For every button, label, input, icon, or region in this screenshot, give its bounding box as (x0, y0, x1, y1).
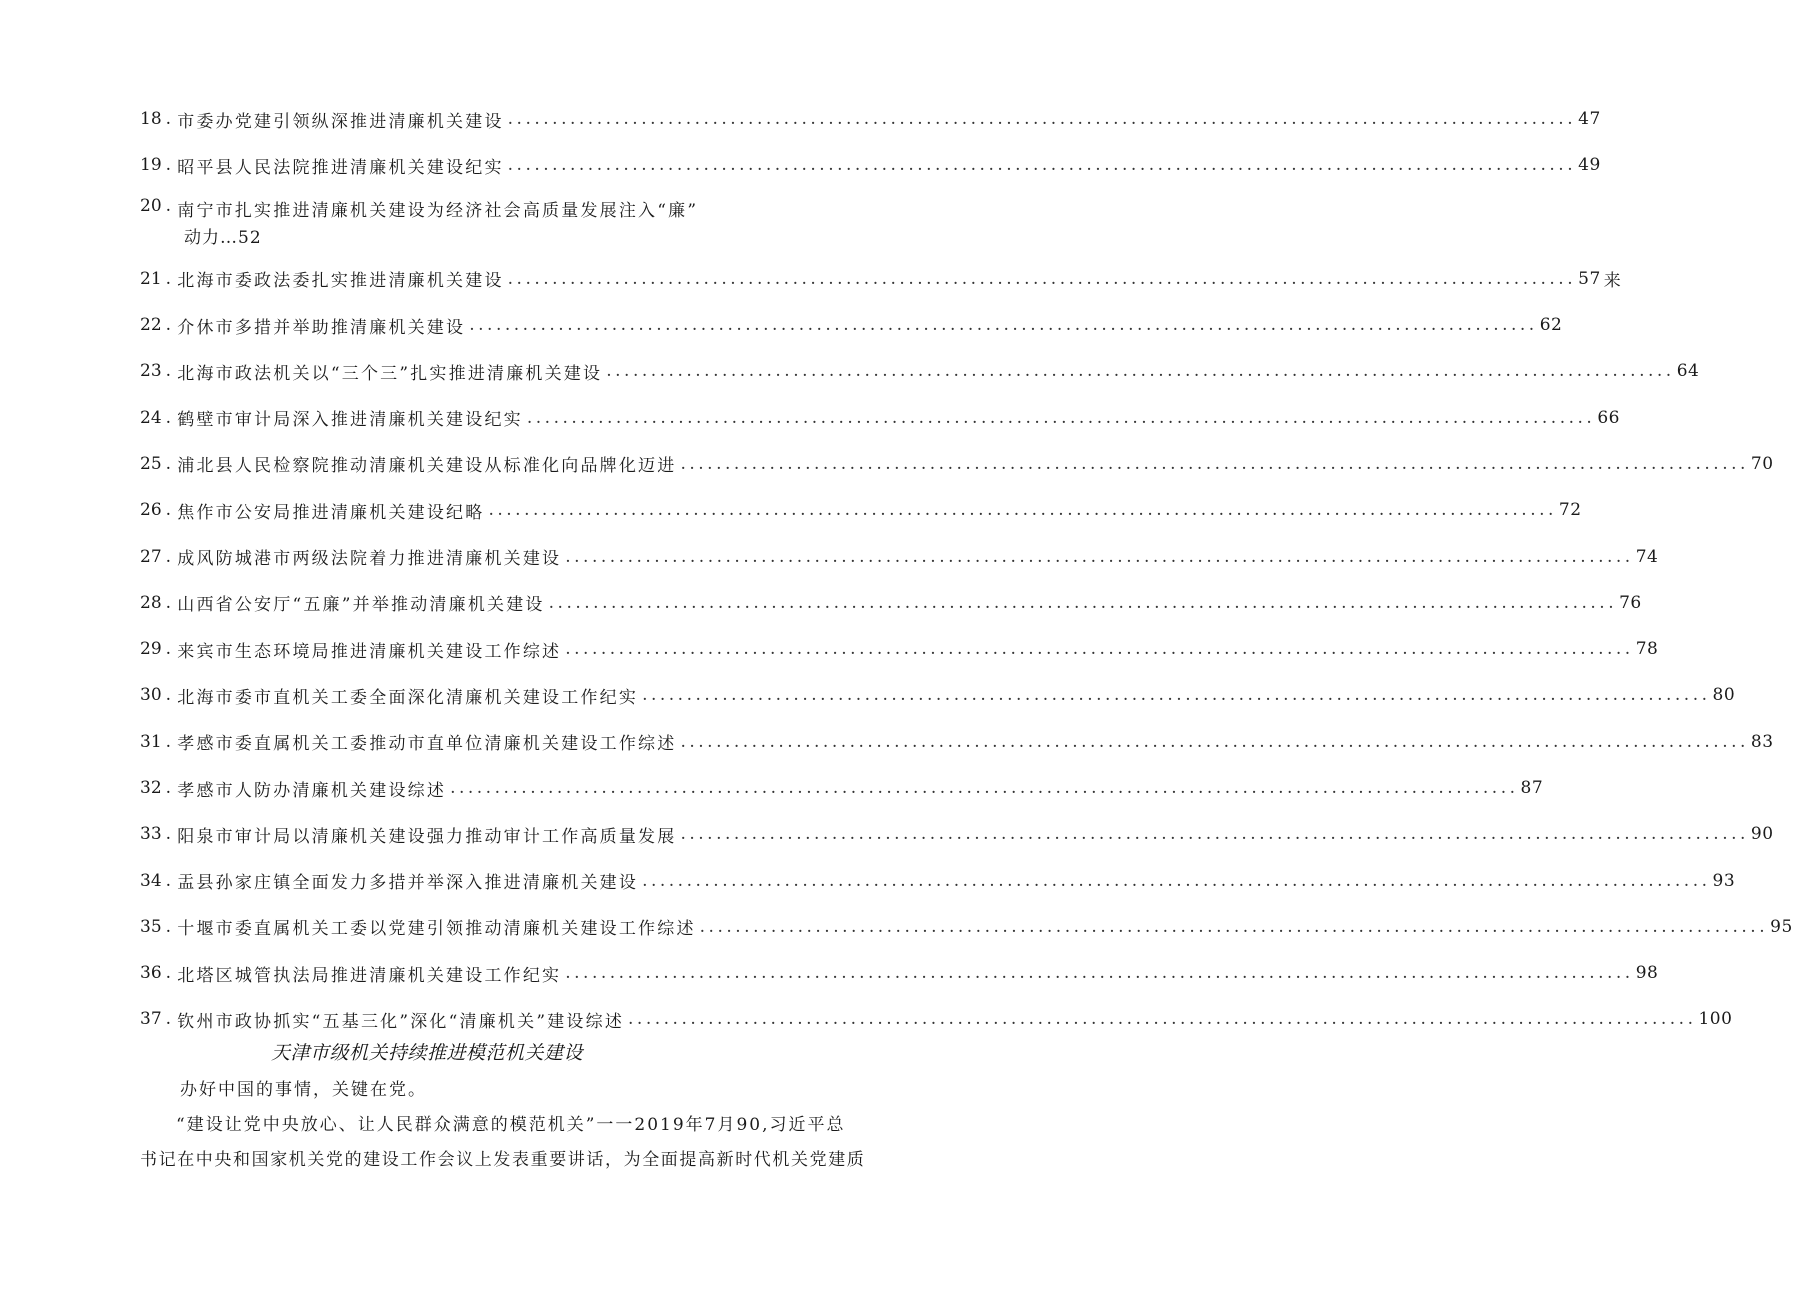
toc-entry-separator: . (165, 963, 174, 984)
toc-page-number: 70 (1750, 453, 1774, 474)
toc-entry-title: 孝感市人防办清廉机关建设综述 (177, 780, 447, 801)
toc-entry[interactable] (140, 256, 1621, 302)
toc-entry-separator: . (165, 546, 174, 567)
toc-entry-separator: . (165, 407, 174, 428)
article-paragraph-2-line-1: “建设让党中央放心、让人民群众满意的模范机关”一一2019年7月90,习近平总 (176, 1115, 846, 1135)
toc-entry-number: 29 (140, 639, 162, 660)
toc-entry-title: 北海市委政法委扎实推进清廉机关建设 (177, 271, 504, 292)
article-paragraph-1: 办好中国的事情，关键在党。 (180, 1080, 427, 1100)
toc-entry-title: 介休市多措并举助推清廉机关建设 (177, 317, 466, 338)
toc-entry[interactable] (140, 487, 1582, 533)
toc-entry[interactable] (140, 857, 1736, 903)
toc-entry[interactable] (140, 996, 1733, 1042)
toc-entry[interactable] (140, 142, 1601, 188)
toc-entry[interactable] (140, 348, 1700, 394)
toc-entry-number: 34 (140, 870, 162, 891)
table-of-contents (140, 96, 1793, 1043)
toc-entry-number: 22 (140, 315, 162, 336)
toc-dot-leader: ........................................................................................................................ (606, 361, 1675, 382)
toc-dot-leader: ........................................................................................................................ (507, 268, 1577, 289)
toc-entry[interactable] (140, 765, 1544, 811)
toc-entry-separator: . (165, 453, 174, 474)
toc-entry-separator: . (165, 500, 174, 521)
toc-entry-separator: . (165, 778, 174, 798)
toc-dot-leader: ........................................................................................................................ (680, 824, 1749, 845)
toc-entry[interactable] (140, 394, 1620, 440)
toc-dot-leader: ........................................................................................................................ (565, 639, 1634, 660)
toc-dot-leader: ........................................................................................................................ (699, 916, 1769, 937)
toc-dot-leader: ........................................................................................................................ (565, 546, 1634, 567)
toc-entry-number: 28 (140, 592, 162, 613)
toc-entry[interactable] (140, 533, 1659, 579)
toc-page-number: 49 (1578, 155, 1601, 176)
toc-page-number: 100 (1698, 1009, 1733, 1030)
toc-entry-title: 阳泉市审计局以清廉机关建设强力推动审计工作高质量发展 (177, 826, 677, 847)
article-heading: 天津市级机关持续推进模范机关建设 (271, 1042, 584, 1064)
toc-page-number: 87 (1520, 778, 1544, 798)
toc-entry-title: 南宁市扎实推进清廉机关建设为经济社会高质量发展注入“廉” (177, 201, 699, 222)
toc-entry-separator: . (165, 685, 174, 706)
toc-entry-number: 31 (140, 731, 162, 752)
toc-dot-leader: ........................................................................................................................ (469, 315, 1538, 336)
toc-entry-separator: . (165, 639, 174, 660)
toc-dot-leader: ........................................................................................................................ (507, 155, 1577, 176)
toc-dot-leader: ........................................................................................................................ (565, 963, 1634, 984)
toc-entry-separator: . (165, 268, 174, 289)
toc-entry-separator: . (165, 1009, 174, 1030)
toc-entry-number: 33 (140, 824, 162, 845)
toc-entry-title: 北海市政法机关以“三个三”扎实推进清廉机关建设 (177, 363, 603, 384)
toc-entry-title: 北海市委市直机关工委全面深化清廉机关建设工作纪实 (177, 687, 639, 708)
toc-page-number: 80 (1712, 685, 1736, 706)
toc-page-number: 83 (1750, 731, 1774, 752)
toc-entry-number: 37 (140, 1009, 162, 1030)
toc-entry-title: 昭平县人民法院推进清廉机关建设纪实 (177, 157, 504, 178)
toc-dot-leader: ........................................................................................................................ (680, 453, 1749, 474)
toc-entry-number: 27 (140, 546, 162, 567)
toc-entry[interactable] (140, 626, 1659, 672)
toc-dot-leader: ........................................................................................................................ (642, 870, 1711, 891)
toc-entry-separator: . (165, 196, 174, 217)
toc-entry[interactable] (140, 950, 1659, 996)
toc-entry-separator: . (165, 870, 174, 891)
toc-entry[interactable] (140, 302, 1563, 348)
toc-dot-leader: ........................................................................................................................ (526, 407, 1596, 428)
toc-dot-leader: ........................................................................................................................ (548, 592, 1618, 613)
toc-entry-separator: . (165, 731, 174, 752)
toc-entry-separator: . (165, 109, 174, 130)
toc-entry-continuation: 动力…52 (184, 228, 262, 249)
toc-page-number: 76 (1619, 592, 1642, 613)
toc-entry-number: 35 (140, 916, 162, 937)
toc-entry-separator: . (165, 361, 174, 382)
toc-page-number: 72 (1558, 500, 1582, 521)
toc-entry-title: 焦作市公安局推进清廉机关建设纪略 (177, 502, 485, 523)
toc-entry-number: 18 (140, 109, 162, 130)
toc-page-number: 95 (1770, 916, 1793, 937)
toc-dot-leader: ........................................................................................................................ (628, 1009, 1697, 1030)
toc-entry-title: 钦州市政协抓实“五基三化”深化“清廉机关”建设综述 (177, 1011, 625, 1032)
toc-entry-separator: . (165, 155, 174, 176)
toc-entry-title: 山西省公安厅“五廉”并举推动清廉机关建设 (177, 595, 545, 616)
article-paragraph-2-line-2: 书记在中央和国家机关党的建设工作会议上发表重要讲话，为全面提高新时代机关党建质 (140, 1150, 866, 1170)
toc-entry-number: 26 (140, 500, 162, 521)
toc-page-number: 78 (1635, 639, 1659, 660)
toc-entry-number: 23 (140, 361, 162, 382)
toc-page-number: 57 (1578, 268, 1601, 289)
toc-entry[interactable] (140, 441, 1774, 487)
toc-dot-leader: ........................................................................................................................ (450, 778, 1519, 798)
toc-entry[interactable] (140, 719, 1774, 765)
toc-dot-leader: ........................................................................................................................ (642, 685, 1711, 706)
toc-entry-separator: . (165, 315, 174, 336)
toc-entry[interactable] (140, 189, 900, 256)
toc-trailing-text: 来 (1603, 271, 1621, 292)
toc-entry-number: 36 (140, 963, 162, 984)
toc-entry-title: 盂县孙家庄镇全面发力多措并举深入推进清廉机关建设 (177, 873, 639, 894)
toc-entry-separator: . (165, 916, 174, 937)
toc-entry[interactable] (140, 904, 1793, 950)
toc-entry-number: 19 (140, 155, 162, 176)
toc-dot-leader: ........................................................................................................................ (488, 500, 1557, 521)
toc-entry-number: 30 (140, 685, 162, 706)
toc-entry[interactable] (140, 96, 1601, 142)
toc-page-number: 64 (1676, 361, 1700, 382)
toc-page-number: 93 (1712, 870, 1736, 891)
toc-entry-title: 鹤壁市审计局深入推进清廉机关建设纪实 (177, 410, 523, 431)
toc-entry[interactable] (140, 672, 1736, 718)
toc-entry[interactable] (140, 811, 1774, 857)
toc-page-number: 90 (1750, 824, 1774, 845)
toc-entry[interactable] (140, 580, 1642, 626)
toc-entry-title: 北塔区城管执法局推进清廉机关建设工作纪实 (177, 965, 562, 986)
toc-entry-number: 25 (140, 453, 162, 474)
toc-entry-separator: . (165, 824, 174, 845)
toc-dot-leader: ........................................................................................................................ (680, 731, 1749, 752)
toc-entry-separator: . (165, 592, 174, 613)
toc-page-number: 66 (1597, 407, 1620, 428)
toc-entry-title: 来宾市生态环境局推进清廉机关建设工作综述 (177, 641, 562, 662)
toc-entry-title: 孝感市委直属机关工委推动市直单位清廉机关建设工作综述 (177, 734, 677, 755)
toc-dot-leader: ........................................................................................................................ (507, 109, 1577, 130)
toc-entry-number: 32 (140, 778, 162, 798)
toc-page-number: 74 (1635, 546, 1659, 567)
toc-entry-title: 浦北县人民检察院推动清廉机关建设从标准化向品牌化迈进 (177, 456, 677, 477)
toc-page-number: 47 (1578, 109, 1601, 130)
toc-page-number: 98 (1635, 963, 1659, 984)
toc-entry-title: 市委办党建引领纵深推进清廉机关建设 (177, 111, 504, 132)
toc-entry-title: 十堰市委直属机关工委以党建引领推动清廉机关建设工作综述 (177, 919, 696, 940)
toc-entry-number: 21 (140, 268, 162, 289)
toc-entry-number: 24 (140, 407, 162, 428)
toc-entry-title: 成风防城港市两级法院着力推进清廉机关建设 (177, 549, 562, 570)
toc-page-number: 62 (1539, 315, 1563, 336)
toc-entry-number: 20 (140, 196, 162, 217)
